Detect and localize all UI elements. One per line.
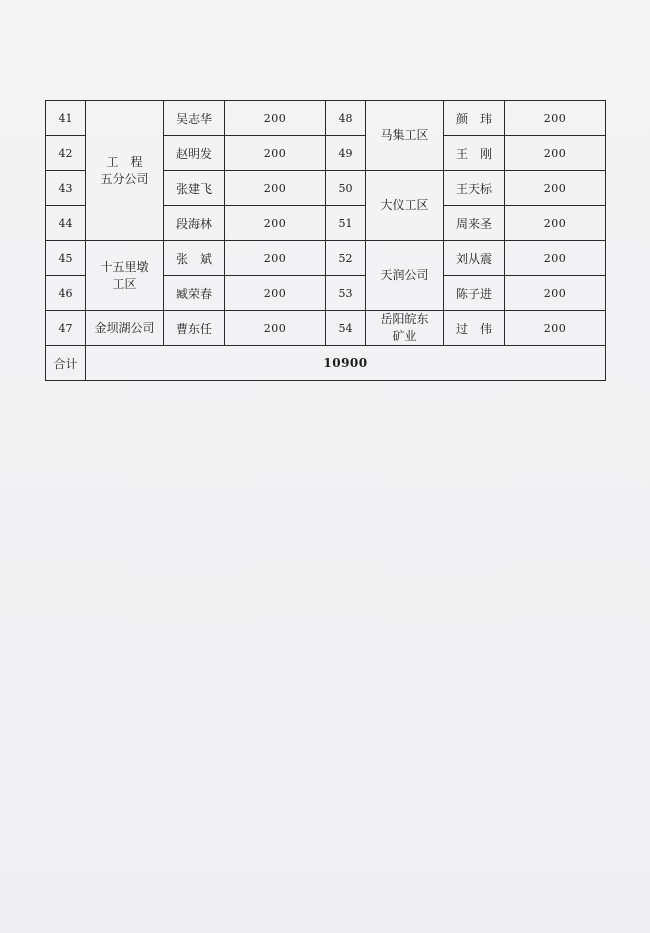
person-name: 刘从震	[444, 241, 505, 276]
person-name: 张 斌	[164, 241, 225, 276]
unit-name-line: 矿业	[392, 329, 417, 343]
unit-name-line: 五分公司	[100, 171, 149, 186]
unit-cell	[86, 101, 164, 241]
amount-cell: 200	[505, 241, 606, 276]
person-name: 曹东任	[164, 311, 225, 346]
person-name: 臧荣春	[164, 276, 225, 311]
unit-cell	[86, 241, 164, 311]
row-number: 49	[326, 136, 366, 171]
amount-cell: 200	[505, 101, 606, 136]
unit-cell: 天润公司	[366, 241, 444, 311]
amount-cell: 200	[225, 206, 326, 241]
total-row	[46, 346, 606, 381]
person-name: 赵明发	[164, 136, 225, 171]
row-number: 54	[326, 311, 366, 346]
allowance-table	[45, 100, 606, 381]
table-row	[46, 101, 606, 136]
amount-cell: 200	[225, 276, 326, 311]
row-number: 43	[46, 171, 86, 206]
amount-cell: 200	[225, 241, 326, 276]
unit-cell: 马集工区	[366, 101, 444, 171]
row-number: 48	[326, 101, 366, 136]
row-number: 50	[326, 171, 366, 206]
amount-cell: 200	[505, 311, 606, 346]
person-name: 周来圣	[444, 206, 505, 241]
person-name: 颜 玮	[444, 101, 505, 136]
row-number: 41	[46, 101, 86, 136]
person-name: 吴志华	[164, 101, 225, 136]
table-row	[46, 311, 606, 346]
row-number: 47	[46, 311, 86, 346]
unit-cell	[366, 311, 444, 346]
person-name: 过 伟	[444, 311, 505, 346]
amount-cell: 200	[505, 276, 606, 311]
row-number: 46	[46, 276, 86, 311]
unit-cell: 金坝湖公司	[86, 311, 164, 346]
person-name: 张建飞	[164, 171, 225, 206]
amount-cell: 200	[225, 171, 326, 206]
person-name: 陈子进	[444, 276, 505, 311]
person-name: 王天标	[444, 171, 505, 206]
total-label: 合计	[46, 346, 86, 381]
row-number: 53	[326, 276, 366, 311]
table-row	[46, 241, 606, 276]
amount-cell: 200	[225, 136, 326, 171]
total-value: 10900	[86, 346, 606, 381]
unit-cell: 大仪工区	[366, 171, 444, 241]
unit-name-line: 岳阳皖东	[380, 312, 429, 326]
row-number: 44	[46, 206, 86, 241]
unit-name-line: 工区	[112, 276, 137, 291]
amount-cell: 200	[505, 136, 606, 171]
amount-cell: 200	[225, 311, 326, 346]
row-number: 52	[326, 241, 366, 276]
amount-cell: 200	[505, 206, 606, 241]
row-number: 51	[326, 206, 366, 241]
amount-cell: 200	[505, 171, 606, 206]
unit-name-line: 十五里墩	[100, 259, 149, 274]
row-number: 42	[46, 136, 86, 171]
row-number: 45	[46, 241, 86, 276]
amount-cell: 200	[225, 101, 326, 136]
person-name: 段海林	[164, 206, 225, 241]
person-name: 王 刚	[444, 136, 505, 171]
unit-name-line: 工 程	[106, 154, 143, 169]
